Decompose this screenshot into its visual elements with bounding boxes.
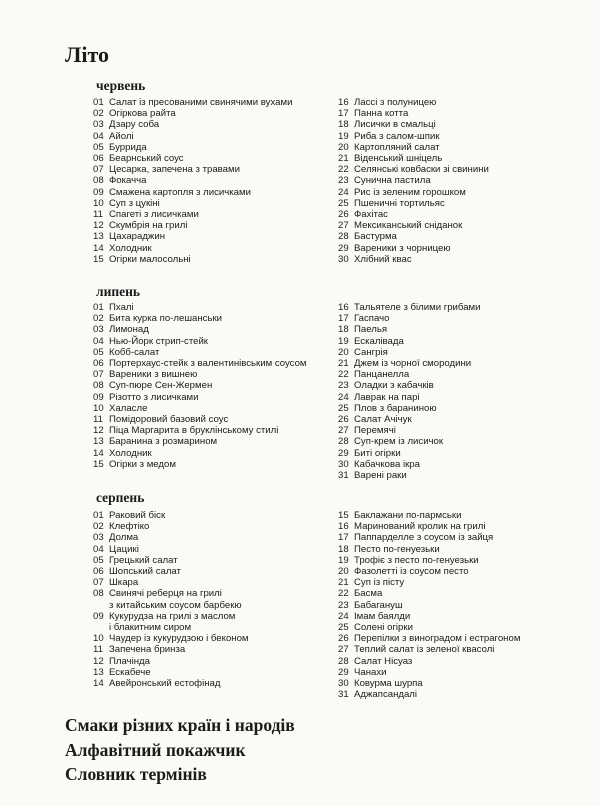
recipe-entry xyxy=(93,369,333,380)
recipe-entry xyxy=(93,231,333,242)
recipe-title: Спагеті з лисичками xyxy=(109,209,199,221)
recipe-title: Суп-крем із лисичок xyxy=(354,436,444,448)
recipe-number: 03 xyxy=(93,119,104,131)
recipe-number: 24 xyxy=(338,391,349,403)
recipe-number: 15 xyxy=(338,510,349,521)
recipe-number: 27 xyxy=(338,425,349,437)
recipe-number: 04 xyxy=(93,130,104,142)
recipe-entry xyxy=(338,566,568,577)
recipe-entry xyxy=(338,644,568,655)
recipe-number: 27 xyxy=(338,220,349,232)
recipe-number: 04 xyxy=(93,335,104,347)
recipe-entry xyxy=(338,108,568,119)
recipe-entry xyxy=(93,577,333,588)
recipe-entry xyxy=(338,667,568,678)
recipe-title: Джем із чорної смородини xyxy=(354,358,472,370)
recipe-entry xyxy=(93,588,333,599)
recipe-number: 18 xyxy=(338,324,349,336)
recipe-number: 12 xyxy=(93,425,104,437)
recipe-title-continued: і блакитним сиром xyxy=(109,622,192,634)
recipe-number: 06 xyxy=(93,566,104,578)
recipe-number: 31 xyxy=(338,689,349,701)
recipe-title: Хлібний квас xyxy=(354,253,412,265)
recipe-number: 22 xyxy=(338,369,349,381)
recipe-title: Лимонад xyxy=(109,324,149,336)
recipe-title: Ескалівада xyxy=(354,335,404,347)
recipe-number: 16 xyxy=(338,302,349,313)
recipe-title: Огіркова райта xyxy=(109,108,176,120)
recipe-entry xyxy=(93,611,333,622)
recipe-number: 16 xyxy=(338,521,349,533)
recipe-title: Ковурма шурпа xyxy=(354,678,423,690)
footer-alphabetical-index[interactable]: Алфавітний покажчик xyxy=(65,739,246,760)
july-list-left xyxy=(93,302,333,470)
recipe-entry xyxy=(338,220,568,231)
recipe-entry xyxy=(338,448,568,459)
recipe-title: Салат Ачічук xyxy=(354,414,412,426)
recipe-number: 22 xyxy=(338,588,349,600)
recipe-number: 03 xyxy=(93,324,104,336)
recipe-number: 19 xyxy=(338,554,349,566)
recipe-title: Дзару соба xyxy=(109,119,160,131)
recipe-title: Плов з бараниною xyxy=(354,402,437,414)
recipe-entry xyxy=(338,97,568,108)
recipe-title: Баклажани по-пармськи xyxy=(354,510,462,521)
recipe-entry xyxy=(338,243,568,254)
recipe-number: 23 xyxy=(338,175,349,187)
recipe-number: 02 xyxy=(93,108,104,120)
recipe-title: Сунична пастила xyxy=(354,175,431,187)
recipe-entry xyxy=(93,521,333,532)
recipe-title: Огірки з медом xyxy=(109,458,176,470)
recipe-title: Плачінда xyxy=(109,655,150,667)
recipe-entry xyxy=(338,600,568,611)
recipe-title: Беарнський соус xyxy=(109,153,184,165)
recipe-number: 25 xyxy=(338,402,349,414)
recipe-title: Портерхаус-стейк з валентинівським соусом xyxy=(109,358,307,370)
recipe-entry xyxy=(338,131,568,142)
recipe-number: 30 xyxy=(338,253,349,265)
recipe-number: 21 xyxy=(338,153,349,165)
recipe-title: Запечена бринза xyxy=(109,644,186,656)
recipe-entry xyxy=(338,313,568,324)
recipe-title: Маринований кролик на грилі xyxy=(354,521,486,533)
recipe-number: 01 xyxy=(93,510,104,521)
recipe-entry xyxy=(93,633,333,644)
recipe-title-continued: з китайським соусом барбекю xyxy=(109,599,242,611)
august-list-right xyxy=(338,510,568,700)
recipe-number: 30 xyxy=(338,458,349,470)
recipe-entry xyxy=(338,656,568,667)
recipe-number: 23 xyxy=(338,380,349,392)
footer-world-cuisines[interactable]: Смаки різних країн і народів xyxy=(65,715,295,735)
august-list-left xyxy=(93,510,333,689)
recipe-number: 29 xyxy=(338,242,349,254)
recipe-entry xyxy=(93,667,333,678)
recipe-number: 17 xyxy=(338,532,349,544)
recipe-title: Паелья xyxy=(354,324,388,336)
recipe-number: 26 xyxy=(338,633,349,645)
recipe-number: 26 xyxy=(338,414,349,426)
recipe-entry xyxy=(93,153,333,164)
recipe-number: 05 xyxy=(93,554,104,566)
recipe-entry xyxy=(93,336,333,347)
recipe-entry xyxy=(338,459,568,470)
recipe-number: 17 xyxy=(338,108,349,120)
recipe-entry xyxy=(93,392,333,403)
recipe-title: Панна котта xyxy=(354,108,409,120)
recipe-entry xyxy=(338,403,568,414)
recipe-number: 30 xyxy=(338,678,349,690)
recipe-number: 02 xyxy=(93,521,104,533)
recipe-entry xyxy=(93,243,333,254)
recipe-number: 02 xyxy=(93,313,104,325)
recipe-title: Теплий салат із зеленої квасолі xyxy=(354,644,495,656)
recipe-title: Рис із зеленим горошком xyxy=(354,186,466,198)
recipe-title: Трофіє з песто по-генуезьки xyxy=(354,554,479,566)
recipe-title: Гаспачо xyxy=(354,313,390,325)
recipe-number: 13 xyxy=(93,436,104,448)
recipe-title: Солені огірки xyxy=(354,622,413,634)
recipe-title: Суп з цукіні xyxy=(109,197,160,209)
recipe-number: 07 xyxy=(93,577,104,589)
recipe-title: Лаврак на парі xyxy=(354,391,420,403)
recipe-number: 08 xyxy=(93,588,104,600)
recipe-title: Авейронський естофінад xyxy=(109,678,221,690)
recipe-title: Кобб-салат xyxy=(109,346,160,358)
recipe-number: 27 xyxy=(338,644,349,656)
recipe-number: 13 xyxy=(93,666,104,678)
recipe-title: Цацикі xyxy=(109,543,139,555)
month-heading-august: серпень xyxy=(96,490,145,505)
recipe-title: Мексиканський сніданок xyxy=(354,220,463,232)
recipe-entry xyxy=(338,336,568,347)
recipe-entry xyxy=(338,633,568,644)
recipe-title: Перепілки з виноградом і естрагоном xyxy=(354,633,521,645)
recipe-entry xyxy=(93,544,333,555)
page-title: Літо xyxy=(65,42,110,67)
recipe-title: Варені раки xyxy=(354,470,407,482)
recipe-title: Ескабече xyxy=(109,666,151,678)
recipe-number: 07 xyxy=(93,369,104,381)
recipe-entry xyxy=(93,209,333,220)
recipe-title: Холодник xyxy=(109,447,152,459)
recipe-number: 14 xyxy=(93,242,104,254)
recipe-entry xyxy=(93,358,333,369)
recipe-title: Вареники з вишнею xyxy=(109,369,198,381)
recipe-entry xyxy=(338,254,568,265)
recipe-title: Помідоровий базовий соус xyxy=(109,414,229,426)
recipe-title: Фокачча xyxy=(109,175,147,187)
recipe-number: 11 xyxy=(93,644,103,656)
recipe-number: 11 xyxy=(93,209,103,221)
recipe-entry xyxy=(338,532,568,543)
recipe-number: 18 xyxy=(338,543,349,555)
recipe-entry xyxy=(338,209,568,220)
recipe-entry xyxy=(93,198,333,209)
recipe-title: Салат Нісуаз xyxy=(354,655,413,667)
recipe-title: Кукурудза на грилі з маслом xyxy=(109,610,236,622)
recipe-entry xyxy=(338,577,568,588)
recipe-title: Різотто з лисичками xyxy=(109,391,199,403)
recipe-number: 29 xyxy=(338,666,349,678)
recipe-entry xyxy=(338,470,568,481)
recipe-number: 09 xyxy=(93,391,104,403)
recipe-title: Долма xyxy=(109,532,139,544)
recipe-entry xyxy=(338,544,568,555)
june-list-left xyxy=(93,97,333,265)
recipe-entry xyxy=(338,611,568,622)
recipe-number: 25 xyxy=(338,622,349,634)
recipe-title: Песто по-генуезьки xyxy=(354,543,440,555)
recipe-title: Басма xyxy=(354,588,383,600)
recipe-entry xyxy=(338,153,568,164)
recipe-entry xyxy=(93,313,333,324)
recipe-entry xyxy=(93,566,333,577)
recipe-entry xyxy=(338,347,568,358)
recipe-entry xyxy=(93,436,333,447)
recipe-title: Огірки малосольні xyxy=(109,253,191,265)
recipe-title: Імам баялди xyxy=(354,610,411,622)
recipe-number: 18 xyxy=(338,119,349,131)
recipe-entry xyxy=(93,254,333,265)
recipe-entry xyxy=(338,142,568,153)
recipe-number: 04 xyxy=(93,543,104,555)
recipe-entry xyxy=(93,532,333,543)
recipe-entry xyxy=(338,414,568,425)
recipe-number: 20 xyxy=(338,141,349,153)
recipe-title: Клефтіко xyxy=(109,521,150,533)
recipe-entry xyxy=(93,459,333,470)
recipe-number: 10 xyxy=(93,197,104,209)
recipe-number: 16 xyxy=(338,97,349,108)
recipe-entry xyxy=(338,689,568,700)
recipe-title: Пхалі xyxy=(109,302,134,313)
recipe-entry xyxy=(93,425,333,436)
footer-glossary[interactable]: Словник термінів xyxy=(65,764,207,784)
recipe-entry xyxy=(338,198,568,209)
recipe-number: 01 xyxy=(93,302,104,313)
recipe-title: Салат із пресованими свинячими вухами xyxy=(109,97,293,108)
recipe-number: 28 xyxy=(338,655,349,667)
recipe-number: 17 xyxy=(338,313,349,325)
recipe-entry xyxy=(338,555,568,566)
recipe-number: 21 xyxy=(338,577,349,589)
recipe-entry xyxy=(93,164,333,175)
recipe-entry xyxy=(338,231,568,242)
recipe-entry xyxy=(93,175,333,186)
recipe-entry xyxy=(338,436,568,447)
recipe-title: Холодник xyxy=(109,242,152,254)
recipe-entry xyxy=(93,644,333,655)
recipe-title: Смажена картопля з лисичками xyxy=(109,186,251,198)
recipe-number: 14 xyxy=(93,447,104,459)
recipe-number: 13 xyxy=(93,231,104,243)
recipe-number: 14 xyxy=(93,678,104,690)
recipe-number: 11 xyxy=(93,414,103,426)
recipe-number: 20 xyxy=(338,566,349,578)
recipe-entry xyxy=(338,510,568,521)
recipe-number: 06 xyxy=(93,153,104,165)
recipe-entry xyxy=(93,187,333,198)
recipe-title: Цесарка, запечена з травами xyxy=(109,164,240,176)
recipe-number: 12 xyxy=(93,220,104,232)
recipe-title: Віденський шніцель xyxy=(354,153,443,165)
recipe-entry xyxy=(93,678,333,689)
recipe-entry xyxy=(93,97,333,108)
recipe-title: Сангрія xyxy=(354,346,388,358)
recipe-entry xyxy=(338,119,568,130)
recipe-number: 21 xyxy=(338,358,349,370)
recipe-number: 09 xyxy=(93,186,104,198)
recipe-title: Цахараджин xyxy=(109,231,166,243)
recipe-title: Баранина з розмарином xyxy=(109,436,218,448)
recipe-title: Риба з салом-шпик xyxy=(354,130,440,142)
recipe-title: Тальятеле з білими грибами xyxy=(354,302,481,313)
recipe-title: Пшеничні тортильяс xyxy=(354,197,445,209)
recipe-number: 24 xyxy=(338,186,349,198)
recipe-number: 31 xyxy=(338,470,349,482)
recipe-title: Лисички в смальці xyxy=(354,119,436,131)
recipe-entry xyxy=(338,678,568,689)
recipe-title: Суп-пюре Сен-Жермен xyxy=(109,380,213,392)
recipe-entry xyxy=(93,448,333,459)
recipe-title: Бабагануш xyxy=(354,599,403,611)
recipe-entry xyxy=(93,380,333,391)
recipe-number: 01 xyxy=(93,97,104,108)
recipe-entry xyxy=(338,380,568,391)
recipe-entry xyxy=(93,108,333,119)
recipe-number: 08 xyxy=(93,175,104,187)
recipe-title: Бастурма xyxy=(354,231,397,243)
recipe-title: Перемячі xyxy=(354,425,396,437)
recipe-title: Кабачкова ікра xyxy=(354,458,420,470)
recipe-entry xyxy=(338,369,568,380)
recipe-number: 06 xyxy=(93,358,104,370)
recipe-entry xyxy=(338,425,568,436)
recipe-title: Вареники з чорницею xyxy=(354,242,451,254)
recipe-number: 08 xyxy=(93,380,104,392)
recipe-entry xyxy=(93,414,333,425)
recipe-entry xyxy=(93,142,333,153)
recipe-title: Лассі з полуницею xyxy=(354,97,437,108)
recipe-entry xyxy=(93,324,333,335)
june-list-right xyxy=(338,97,568,265)
recipe-title: Биті огірки xyxy=(354,447,401,459)
recipe-title: Свинячі реберця на грилі xyxy=(109,588,222,600)
recipe-title: Грецький салат xyxy=(109,554,178,566)
recipe-number: 12 xyxy=(93,655,104,667)
recipe-entry xyxy=(338,358,568,369)
recipe-title: Аджапсандалі xyxy=(354,689,418,701)
recipe-entry xyxy=(93,347,333,358)
recipe-title: Піца Маргарита в бруклінському стилі xyxy=(109,425,279,437)
recipe-title: Шкара xyxy=(109,577,139,589)
recipe-title: Фахітас xyxy=(354,209,388,221)
recipe-title: Паппарделле з соусом із зайця xyxy=(354,532,494,544)
recipe-number: 25 xyxy=(338,197,349,209)
recipe-title: Халасле xyxy=(109,402,148,414)
recipe-title: Панцанелла xyxy=(354,369,410,381)
recipe-title: Раковий біск xyxy=(109,510,166,521)
recipe-number: 19 xyxy=(338,335,349,347)
recipe-number: 28 xyxy=(338,436,349,448)
recipe-number: 15 xyxy=(93,253,104,265)
month-heading-june: червень xyxy=(96,78,146,93)
recipe-entry xyxy=(93,403,333,414)
recipe-number: 07 xyxy=(93,164,104,176)
recipe-number: 28 xyxy=(338,231,349,243)
recipe-number: 26 xyxy=(338,209,349,221)
recipe-entry xyxy=(338,521,568,532)
recipe-entry xyxy=(93,131,333,142)
recipe-entry xyxy=(338,588,568,599)
recipe-number: 15 xyxy=(93,458,104,470)
recipe-entry xyxy=(93,510,333,521)
recipe-number: 22 xyxy=(338,164,349,176)
recipe-entry xyxy=(338,324,568,335)
recipe-entry xyxy=(93,119,333,130)
recipe-number: 24 xyxy=(338,610,349,622)
footer-sections xyxy=(65,713,295,787)
recipe-number: 23 xyxy=(338,599,349,611)
recipe-number: 10 xyxy=(93,402,104,414)
recipe-number: 20 xyxy=(338,346,349,358)
recipe-number: 29 xyxy=(338,447,349,459)
recipe-title: Айолі xyxy=(109,130,134,142)
recipe-number: 05 xyxy=(93,141,104,153)
month-heading-july: липень xyxy=(96,284,141,299)
recipe-title: Шопський салат xyxy=(109,566,181,578)
recipe-title: Оладки з кабачків xyxy=(354,380,434,392)
recipe-entry xyxy=(338,392,568,403)
july-list-right xyxy=(338,302,568,481)
recipe-number: 05 xyxy=(93,346,104,358)
recipe-number: 03 xyxy=(93,532,104,544)
recipe-title: Фазолетті із соусом песто xyxy=(354,566,469,578)
recipe-title: Нью-Йорк стрип-стейк xyxy=(109,335,208,347)
recipe-title: Скумбрія на грилі xyxy=(109,220,188,232)
recipe-entry xyxy=(93,220,333,231)
recipe-entry xyxy=(338,622,568,633)
recipe-title: Бита курка по-лешанськи xyxy=(109,313,223,325)
recipe-title: Суп із пісту xyxy=(354,577,405,589)
recipe-title: Чаудер із кукурудзою і беконом xyxy=(109,633,249,645)
recipe-entry xyxy=(338,187,568,198)
recipe-title: Чанахи xyxy=(354,666,387,678)
recipe-entry xyxy=(338,175,568,186)
recipe-entry xyxy=(93,656,333,667)
recipe-number: 10 xyxy=(93,633,104,645)
recipe-title: Картопляний салат xyxy=(354,141,440,153)
recipe-entry xyxy=(93,302,333,313)
recipe-title: Буррида xyxy=(109,141,147,153)
recipe-title: Селянські ковбаски зі свинини xyxy=(354,164,489,176)
recipe-number: 09 xyxy=(93,610,104,622)
recipe-entry xyxy=(93,555,333,566)
recipe-number: 19 xyxy=(338,130,349,142)
recipe-entry xyxy=(338,302,568,313)
recipe-entry xyxy=(338,164,568,175)
